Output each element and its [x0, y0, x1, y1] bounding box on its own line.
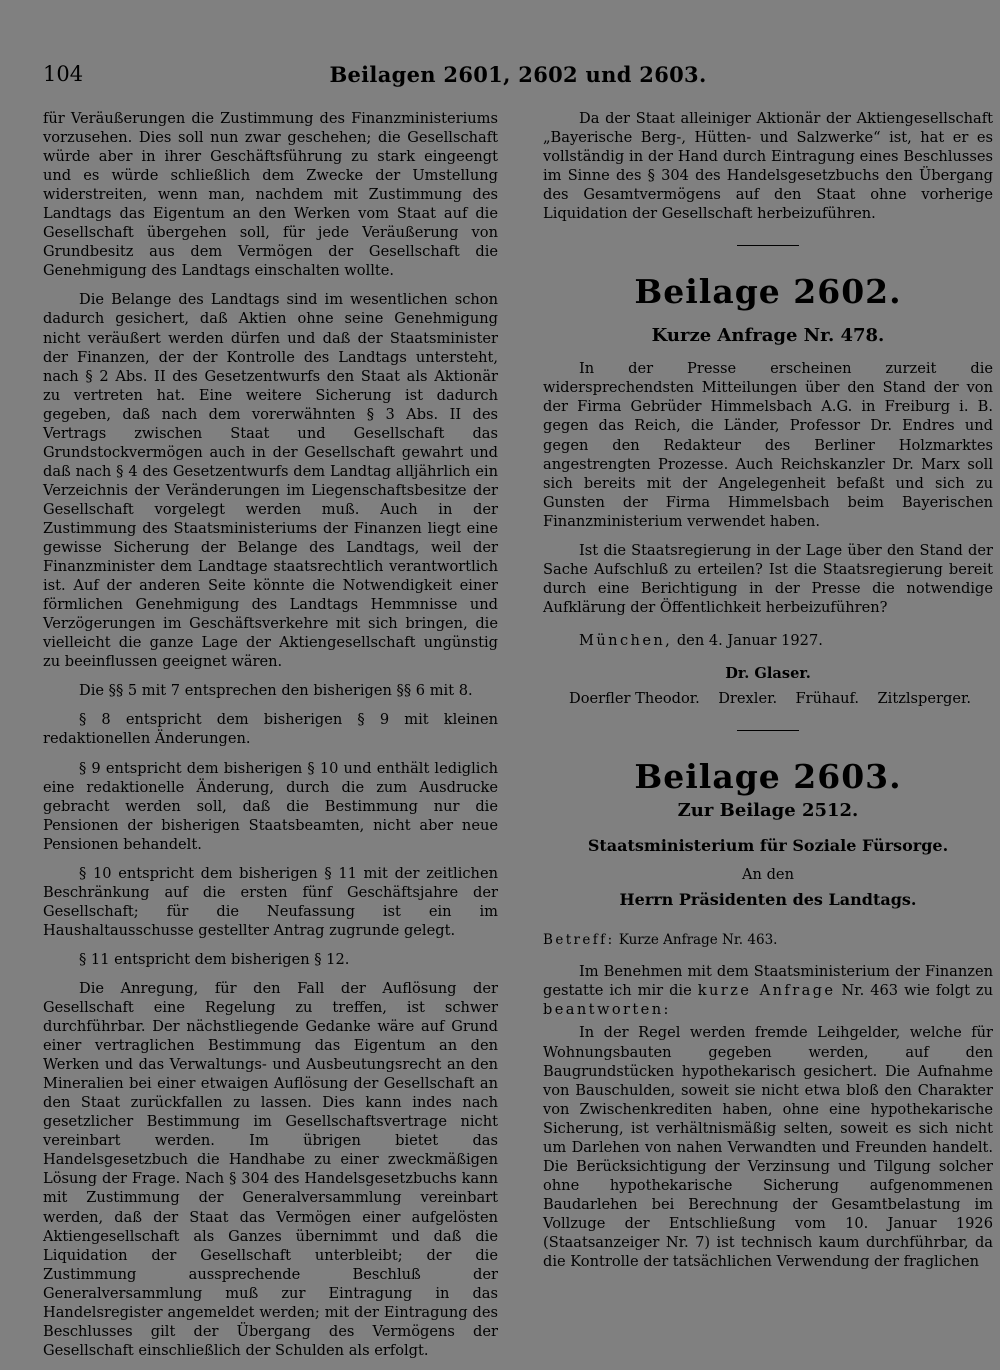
addressee-prefix: An den — [742, 866, 794, 884]
left-column — [43, 109, 498, 1370]
paragraph: In der Presse erscheinen zurzeit die widersprechendsten Mitteilungen über den Stand der von der Firma Gebrüder Himmelsbach A.G. in Freiburg i. B. gegen das Reich, die Länder, Professor Dr. Endres und gegen den Redakteur des Berliner Holzmarktes angestrengten Prozesse. Auch Reichskanzler Dr. Marx soll sich bereits mit der Angelegenheit befaßt und sich zu Gunsten der Firma Himmelsbach beim Bayerischen Finanzministerium verwendet haben. — [543, 360, 993, 530]
paragraph — [543, 962, 993, 1019]
reference-heading: Zur Beilage 2512. — [677, 800, 859, 822]
signer: Doerfler Theodor. — [569, 690, 700, 708]
subject-line — [543, 931, 993, 950]
signer: Zitzlsperger. — [877, 690, 971, 708]
answer-text: Im Benehmen mit dem Staatsministerium der Finanzen gestatte ich mir die — [543, 963, 993, 1000]
inquiry-heading: Kurze Anfrage Nr. 478. — [651, 325, 885, 347]
subject-label: Betreff: — [543, 932, 615, 949]
beilage-2603-heading: Beilage 2603. — [634, 757, 902, 797]
paragraph: Da der Staat alleiniger Aktionär der Aktiengesellschaft „Bayerische Berg-, Hütten- und Salzwerke“ ist, hat er es vollständig in der Hand durch Eintragung eines Beschlusses im Sinne des § 304 des Handelsgesetzbuchs den Übergang des Gesamtvermögens auf den Staat ohne vorherige Liquidation der Gesellschaft herbeizuführen. — [543, 110, 993, 223]
paragraph: § 10 entspricht dem bisherigen § 11 mit der zeitlichen Beschränkung auf die ersten fünf Geschäftsjahre der Gesellschaft; für die Neufassung ist ein im Haushaltausschusse gestellter Antrag zugrunde gelegt. — [43, 864, 498, 939]
ministry-name: Staatsministerium für Soziale Fürsorge. — [587, 836, 949, 856]
page-header-title: Beilagen 2601, 2602 und 2603. — [329, 62, 707, 87]
date-text: den 4. Januar 1927. — [676, 631, 823, 649]
page-header — [43, 62, 993, 92]
paragraph: Die Anregung, für den Fall der Auflösung der Gesellschaft eine Regelung zu treffen, ist schwer durchführbar. Der nächstliegende Gedanke wäre auf Grund einer vertraglichen Bestimmung das Eigentum an den Werken und das Verwaltungs- und Ausbeutungsrecht an den Mineralien bei einer etwaigen Auflösung der Gesellschaft an den Staat zurückfallen zu lassen. Dies kann indes nach gesetzlicher Bestimmung im Gesellschaftsvertrage nicht vereinbart werden. Im übrigen bietet das Handelsgesetzbuch die Handhabe zu einer zweckmäßigen Lösung der Frage. Nach § 304 des Handelsgesetzbuchs kann mit Zustimmung der Generalversammlung vereinbart werden, daß der Staat das Vermögen einer aufgelösten Aktiengesellschaft als Ganzes übernimmt und daß die Liquidation der Gesellschaft unterbleibt; der die Zustimmung aussprechende Beschluß der Generalversammlung muß zur Eintragung in das Handelsregister angemeldet werden; mit der Eintragung des Beschlusses gilt der Übergang des Vermögens der Gesellschaft einschließlich der Schulden als erfolgt. — [43, 979, 498, 1359]
signer: Drexler. — [718, 690, 778, 708]
answer-emphasis: kurze Anfrage — [697, 982, 836, 1000]
answer-text: Nr. 463 wie folgt zu — [841, 982, 994, 1000]
date-line — [543, 631, 993, 650]
right-column — [543, 109, 993, 1281]
paragraph: In der Regel werden fremde Leihgelder, welche für Wohnungsbauten gegeben werden, auf den Baugrundstücken hypothekarisch gesichert. Die Aufnahme von Bauschulden, soweit sie nicht etwa bloß den Charakter von Zwischenkrediten haben, ohne eine hypothekarische Sicherung, ist verhältnismäßig selten, soweit es sich nicht um Darlehen von nahen Verwandten und Freunden handelt. Die Berücksichtigung der Verzinsung und Tilgung solcher ohne hypothekarische Sicherung aufgenommenen Baudarlehen bei Berechnung der Gesamtbelastung im Vollzuge der Entschließung vom 10. Januar 1926 (Staatsanzeiger Nr. 7) ist technisch kaum durchführbar, da die Kontrolle der tatsächlichen Verwendung der fraglichen — [543, 1024, 993, 1271]
page-number: 104 — [43, 62, 84, 86]
signer-main: Dr. Glaser. — [725, 664, 811, 682]
date-place: München, — [579, 631, 673, 649]
paragraph: § 8 entspricht dem bisherigen § 9 mit kleinen redaktionellen Änderungen. — [43, 711, 498, 748]
paragraph: § 11 entspricht dem bisherigen § 12. — [79, 950, 350, 968]
paragraph: § 9 entspricht dem bisherigen § 10 und enthält lediglich eine redaktionelle Änderung, durch die zum Ausdrucke gebracht werden soll, daß die Bestimmung nur die Pensionen der bisherigen Staatsbeamten, nicht aber neue Pensionen behandelt. — [43, 759, 498, 853]
paragraph: Die Belange des Landtags sind im wesentlichen schon dadurch gesichert, daß Aktien ohne seine Genehmigung nicht veräußert werden dürfen und daß der Staatsminister der Finanzen, der der Kontrolle des Landtags untersteht, nach § 2 Abs. II des Gesetzentwurfs den Staat als Aktionär zu vertreten hat. Eine weitere Sicherung ist dadurch gegeben, daß nach dem vorerwähnten § 3 Abs. II des Vertrags zwischen Staat und Gesellschaft das Grundstockvermögen auch in der Gesellschaft gewahrt und daß nach § 4 des Gesetzentwurfs dem Landtag alljährlich ein Verzeichnis der Veränderungen im Liegenschaftsbesitze der Gesellschaft vorgelegt werden muß. Auch in der Zustimmung des Staatsministeriums der Finanzen liegt eine gewisse Sicherung der Belange des Landtags, weil der Finanzminister dem Landtage staatsrechtlich verantwortlich ist. Auf der anderen Seite könnte die Notwendigkeit einer förmlichen Genehmigung des Landtags Hemmnisse und Verzögerungen im Geschäftsverkehre mit sich bringen, die vielleicht die ganze Lage der Aktiengesellschaft ungünstig zu beeinflussen geeignet wären. — [43, 291, 498, 671]
beilage-2602-heading: Beilage 2602. — [634, 272, 902, 312]
section-divider — [737, 245, 799, 246]
answer-emphasis: beantworten: — [543, 1001, 671, 1019]
paragraph: Ist die Staatsregierung in der Lage über den Stand der Sache Aufschluß zu erteilen? Ist die Staatsregierung bereit durch eine Berichtigung in der Presse die notwendige Aufklärung der Öffentlichkeit herbeizuführen? — [543, 541, 993, 616]
section-divider — [737, 730, 799, 731]
paragraph: Die §§ 5 mit 7 entsprechen den bisherigen §§ 6 mit 8. — [79, 682, 473, 700]
signer: Frühauf. — [795, 690, 860, 708]
co-signers — [543, 689, 993, 708]
paragraph: für Veräußerungen die Zustimmung des Finanzministeriums vorzusehen. Dies soll nun zwar geschehen; die Gesellschaft würde aber in ihrer Geschäftsführung zu stark eingeengt und es würde schließlich dem Zwecke der Umstellung widerstreiten, wenn man, nachdem mit Zustimmung des Landtags das Eigentum an den Werken vom Staat auf die Gesellschaft übergehen soll, für jede Veräußerung von Grundbesitz aus dem Vermögen der Gesellschaft die Genehmigung des Landtags einschalten wollte. — [43, 110, 498, 280]
addressee: Herrn Präsidenten des Landtags. — [619, 890, 917, 910]
subject-text: Kurze Anfrage Nr. 463. — [618, 932, 778, 949]
